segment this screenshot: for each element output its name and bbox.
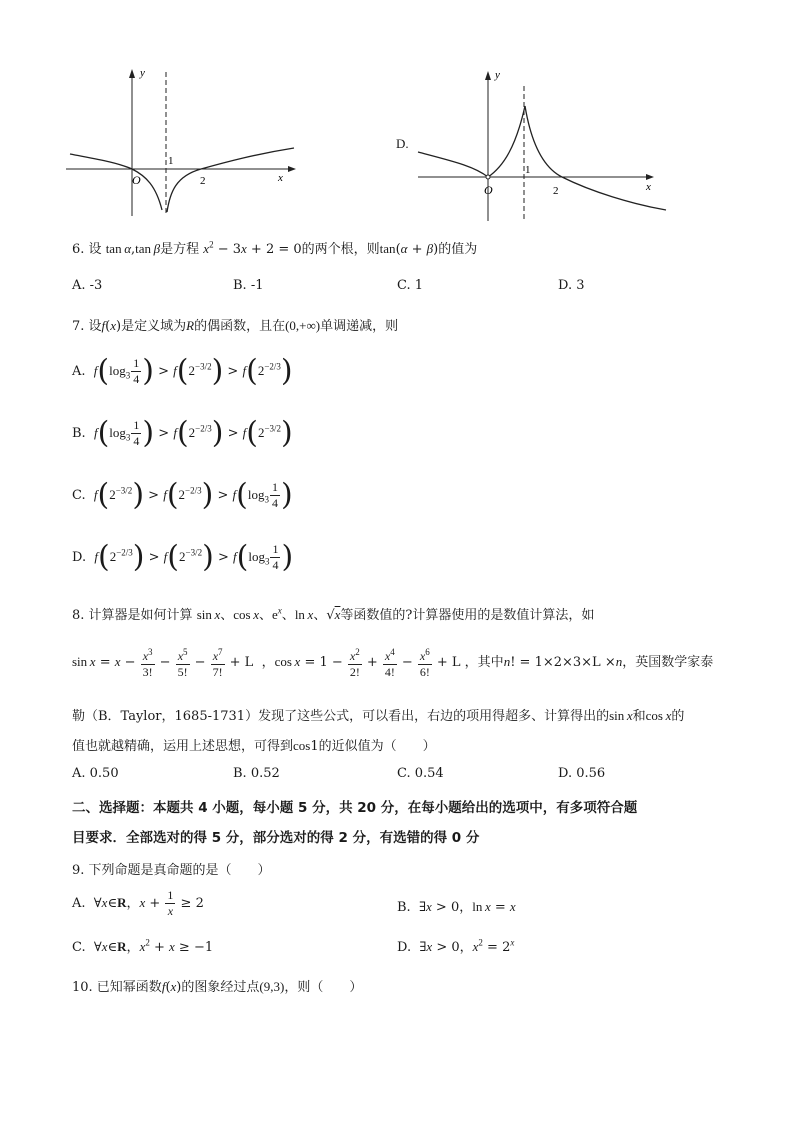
question-10-stem: 10. 已知幂函数f(x)的图象经过点(9,3)，则（ ） [72,979,363,995]
y-axis-arrow [485,71,491,80]
tick-label-2: 2 [553,185,559,197]
y-axis-arrow [129,69,135,78]
question-8-line-4: 值也就越精确，运用上述思想，可得到cos1的近似值为（ ） [72,738,436,754]
curve-right-branch [167,148,294,212]
q6-option-d[interactable]: D. 3 [558,278,585,293]
x-axis-arrow [288,166,296,172]
q6-option-b[interactable]: B. -1 [233,278,264,293]
curve-left-branch [70,154,162,210]
q9-option-a[interactable]: A. ∀x∈R，x + $\frac{1}{x}$ ≥ 2 [72,888,204,918]
origin-label: O [132,173,141,187]
q7-option-a[interactable]: A. $f(\log_3$ $\frac{1}{4}$ ) > $f(2^{-3/2}) > f(2^{-2/3})$ [72,353,293,389]
x-axis-arrow [646,174,654,180]
left-function-graph [66,64,298,224]
section-2-heading-line-1: 二、选择题：本题共 4 小题，每小题 5 分，共 20 分，在每小题给出的选项中，有多项符合题 [72,800,638,816]
y-axis-label: y [495,69,500,81]
q6-option-a[interactable]: A. -3 [72,278,103,293]
q8-option-a[interactable]: A. 0.50 [72,766,119,781]
tick-label-1: 1 [168,155,174,167]
q9-option-b[interactable]: B. ∃x > 0，ln x = x [397,899,516,915]
curve-right-branch [525,106,666,210]
q9-option-d[interactable]: D. ∃x > 0，$x^2 = 2^x$ [397,937,515,955]
right-function-graph [412,66,672,226]
curve-left-branch [418,106,525,177]
q7-option-b[interactable]: B. $f(\log_3$ $\frac{1}{4}$ ) > $f(2^{-2/3}) > f(2^{-3/2})$ [72,415,293,451]
question-9-stem: 9. 下列命题是真命题的是（ ） [72,863,271,878]
q9-option-c[interactable]: C. ∀x∈R，$x^2 + x \ge -1$ [72,937,214,955]
origin-point [486,175,490,179]
y-axis-label: y [140,67,145,79]
question-6-stem: 6. 设 tan α,tan β是方程 $x^2 - 3x + 2 = 0$的两个根，则tan(α + β)的值为 [72,239,478,257]
q8-option-d[interactable]: D. 0.56 [558,766,606,781]
section-2-heading-line-2: 目要求．全部选对的得 5 分，部分选对的得 2 分，有选错的得 0 分 [72,830,480,846]
q8-option-c[interactable]: C. 0.54 [397,766,444,781]
option-d-label: D. [396,136,409,151]
origin-label: O [484,183,493,197]
question-8-line-3: 勒（B．Taylor，1685-1731）发现了这些公式，可以看出，右边的项用得超多、计算得出的sin x和cos x的 [72,708,685,724]
x-axis-label: x [278,172,283,184]
q6-option-c[interactable]: C. 1 [397,278,424,293]
q7-option-d[interactable]: D. $f(2^{-2/3}) > f(2^{-3/2}) > f(\log_3$ $\frac{1}{4}$ ) [72,539,294,575]
tick-label-2: 2 [200,175,206,187]
q8-option-b[interactable]: B. 0.52 [233,766,280,781]
tick-label-1: 1 [525,164,531,176]
q7-option-c[interactable]: C. $f(2^{-3/2}) > f(2^{-2/3}) > f(\log_3$ $\frac{1}{4}$ ) [72,477,293,513]
question-8-line-1: 8. 计算器是如何计算 sin x、cos x、$e^x$、ln x、√x等函数值的?计算器使用的是数值计算法，如 [72,605,595,623]
x-axis-label: x [646,181,651,193]
question-8-line-2: sin x = x − $\frac{x^3}{3!}$ − $\frac{x^5}{5!}$ − $\frac{x^7}{7!}$ + L ，cos x = 1 − $\frac{x^2}{2!}$ + $\frac{x^4}{4!}$ − $\frac{x^6}{6!}$ + L ，其中n! = 1×2×3×L ×n，英国数学家泰 [72,647,714,679]
question-7-stem: 7. 设f(x)是定义域为R的偶函数，且在(0,+∞)单调递减，则 [72,318,399,334]
